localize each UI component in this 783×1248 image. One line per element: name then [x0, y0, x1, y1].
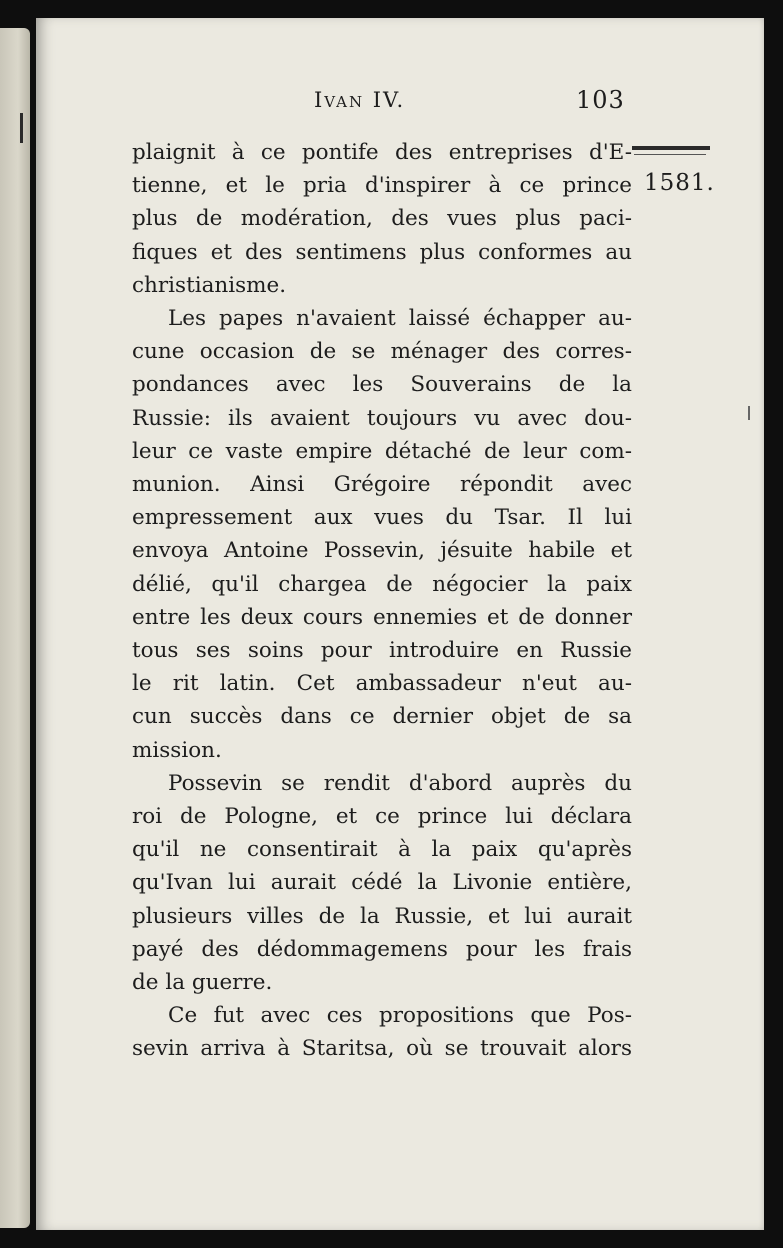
text-line: Possevin se rendit d'abord auprès du	[168, 770, 632, 796]
binding-mark	[20, 113, 23, 143]
text-line: tienne, et le pria d'inspirer à ce prince	[132, 173, 632, 199]
text-line: plaignit à ce pontife des entreprises d'E-	[132, 140, 632, 165]
text-line: qu'il ne consentirait à la paix qu'après	[132, 837, 632, 863]
text-line: le rit latin. Cet ambassadeur n'eut au-	[132, 671, 632, 697]
text-line: pondances avec les Souverains de la	[132, 372, 632, 398]
text-line: tous ses soins pour introduire en Russie	[132, 638, 632, 664]
text-line: sevin arriva à Staritsa, où se trouvait alors	[132, 1036, 632, 1062]
text-line: mission.	[132, 737, 222, 763]
facing-page-edge	[0, 28, 30, 1228]
text-line: Ce fut avec ces propositions que Pos-	[168, 1003, 632, 1029]
running-title: Ivan IV.	[314, 88, 406, 112]
page-number: 103	[576, 86, 625, 114]
body-text	[132, 136, 632, 1066]
text-line: délié, qu'il chargea de négocier la paix	[132, 571, 632, 597]
text-line: cun succès dans ce dernier objet de sa	[132, 704, 632, 730]
text-line: entre les deux cours ennemies et de donner	[132, 604, 632, 630]
margin-rule	[632, 146, 710, 150]
text-line: qu'Ivan lui aurait cédé la Livonie entière,	[132, 870, 632, 896]
page-header	[36, 88, 764, 122]
text-line: payé des dédommagemens pour les frais	[132, 936, 632, 962]
text-line: christianisme.	[132, 272, 287, 298]
text-line: fiques et des sentimens plus conformes au	[132, 239, 632, 265]
text-line: Russie: ils avaient toujours vu avec dou-	[132, 405, 632, 431]
book-page	[36, 18, 764, 1230]
scan-bottom-border	[0, 1230, 783, 1248]
text-line: plusieurs villes de la Russie, et lui aurait	[132, 903, 632, 929]
margin-rule-thin	[634, 154, 706, 155]
text-line: Les papes n'avaient laissé échapper au-	[168, 306, 632, 332]
text-line: de la guerre.	[132, 970, 273, 996]
text-line: roi de Pologne, et ce prince lui déclara	[132, 804, 632, 830]
margin-year-note: 1581.	[644, 170, 715, 196]
text-line: munion. Ainsi Grégoire répondit avec	[132, 472, 632, 498]
text-line: envoya Antoine Possevin, jésuite habile et	[132, 538, 632, 564]
text-line: cune occasion de se ménager des corres-	[132, 339, 632, 365]
margin-tick-mark	[748, 406, 750, 420]
text-line: empressement aux vues du Tsar. Il lui	[132, 505, 632, 531]
text-line: leur ce vaste empire détaché de leur com-	[132, 438, 632, 464]
text-line: plus de modération, des vues plus paci-	[132, 206, 632, 232]
